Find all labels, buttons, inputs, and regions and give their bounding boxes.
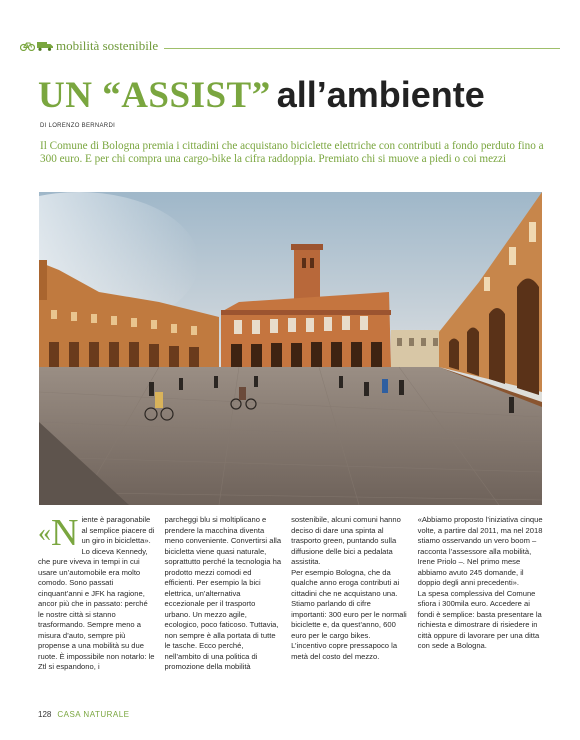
section-header xyxy=(20,36,560,56)
article-body xyxy=(38,512,543,673)
section-icons xyxy=(20,41,54,51)
body-paragraph: iente è paragonabile al semplice piacere di un giro in bicicletta». Lo diceva Kennedy, che pure viveva in tempi in cui usare un’automobile era molto comodo. Sono passati cinquant’anni e JFK ha ragione, ancor più che in passato: perché le nostre città si stanno trasformando. Sempre meno a misura d’auto, sempre più propense a una mobilità su due ruote. È impossibile non notarlo: le Ztl si espandono, i xyxy=(38,515,155,671)
body-column-3 xyxy=(291,515,408,673)
magazine-name: CASA NATURALE xyxy=(57,710,130,719)
body-paragraph: parcheggi blu si moltiplicano e prendere la macchina diventa meno conveniente. Convertirsi alla bicicletta viene quasi naturale, soprattutto perché la tecnologia ha prodotto mezzi comodi ed efficienti. Per esempio la bici elettrica, un’alternativa eccezionale per il trasporto urbano. Un mezzo agile, ecologico, poco faticoso. Tuttavia, non sempre è alla portata di tutte le tasche. Ecco perché, nell’ambito di una politica di promozione della mobilità xyxy=(164,515,282,671)
body-column-1 xyxy=(38,512,155,673)
headline-part-2: all’ambiente xyxy=(276,74,485,115)
section-rule xyxy=(164,48,560,49)
body-paragraph: sostenibile, alcuni comuni hanno deciso di dare una spinta al trasporto green, puntando sulla diffusione delle bici a pedalata assistita. xyxy=(291,515,401,566)
page-footer xyxy=(38,710,130,719)
section-label: mobilità sostenibile xyxy=(56,38,159,53)
page-number: 128 xyxy=(38,710,52,719)
article-headline xyxy=(38,72,548,118)
body-column-4 xyxy=(418,515,543,673)
truck-icon xyxy=(37,41,53,51)
article-lede: Il Comune di Bologna premia i cittadini che acquistano biciclette elettriche con contributi a fondo perduto fino a 300 euro. E per chi compra una cargo-bike la cifra raddoppia. Premiato chi si muove a piedi o coi mezzi xyxy=(40,140,544,166)
bicycle-icon xyxy=(20,41,35,51)
body-paragraph: Per esempio Bologna, che da qualche anno eroga contributi ai cittadini che ne acquistano una. Stiamo parlando di cifre importanti: 300 euro per le normali biciclette e, da quest’anno, 600 euro per le cargo bikes. L’incentivo copre pressapoco la metà del costo del mezzo. xyxy=(291,567,407,661)
body-column-2 xyxy=(165,515,282,673)
article-photo xyxy=(39,192,542,505)
headline-part-1: UN “ASSIST” xyxy=(38,75,271,116)
body-paragraph: «Abbiamo proposto l’iniziativa cinque volte, a partire dal 2011, ma nel 2018 stiamo osservando un vero boom – racconta l’assessore alla mobilità, Irene Priolo –. Nel primo mese abbiamo avuto 245 domande, il doppio degli anni precedenti». xyxy=(417,515,543,587)
byline: DI LORENZO BERNARDI xyxy=(40,123,116,129)
drop-cap: «N xyxy=(38,512,79,554)
body-paragraph: La spesa complessiva del Comune sfiora i 300mila euro. Accedere ai fondi è semplice: basta presentare la richiesta e dimostrare di risiedere in città oppure di lavorare per una ditta con sede a Bologna. xyxy=(417,588,542,650)
